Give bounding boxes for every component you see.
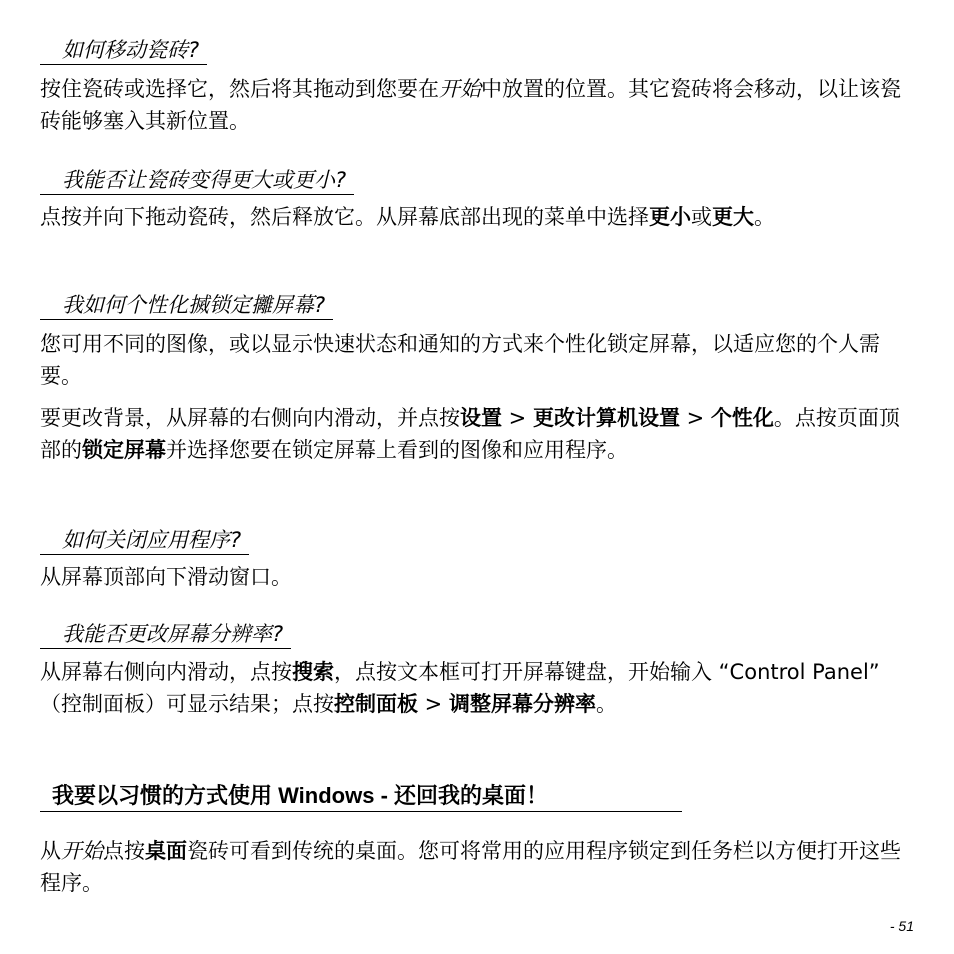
faq-answer-move-tile: 按住瓷砖或选择它，然后将其拖动到您要在开始中放置的位置。其它瓷砖将会移动，以让该瓷砖能够塞入其新位置。 bbox=[40, 77, 901, 133]
start-term: 开始 bbox=[439, 77, 481, 101]
faq-question-resize-tile: 我能否让瓷砖变得更大或更小? bbox=[40, 167, 354, 195]
change-pc-settings-term: 更改计算机设置 bbox=[532, 406, 680, 430]
page-number: - 51 bbox=[889, 918, 914, 934]
start-term: 开始 bbox=[61, 839, 103, 863]
faq-answer-screen-resolution: 从屏幕右侧向内滑动，点按搜索，点按文本框可打开屏幕键盘，开始输入 “Control Panel” （控制面板）可显示结果；点按控制面板 > 调整屏幕分辨率。 bbox=[40, 660, 880, 716]
desktop-term: 桌面 bbox=[145, 839, 187, 863]
smaller-term: 更小 bbox=[649, 205, 691, 229]
faq-question-personalize-lock-screen: 我如何个性化搣锁定攡屏幕? bbox=[40, 292, 333, 320]
adjust-resolution-term: 调整屏幕分辨率 bbox=[448, 692, 596, 716]
faq-question-move-tile: 如何移动瓷砖? bbox=[40, 37, 207, 65]
section-body-desktop: 从开始点按桌面瓷砖可看到传统的桌面。您可将常用的应用程序锁定到任务栏以方便打开这些程序。 bbox=[40, 839, 901, 895]
faq-question-close-app: 如何关闭应用程序? bbox=[40, 527, 249, 555]
larger-term: 更大 bbox=[712, 205, 754, 229]
control-panel-term: 控制面板 bbox=[334, 692, 418, 716]
lock-screen-term: 锁定屏幕 bbox=[82, 438, 166, 462]
personalize-term: 个性化 bbox=[710, 406, 774, 430]
faq-answer-personalize-lock-screen-2: 要更改背景，从屏幕的右侧向内滑动，并点按设置 > 更改计算机设置 > 个性化。点按页面顶部的锁定屏幕并选择您要在锁定屏幕上看到的图像和应用程序。 bbox=[40, 406, 900, 462]
faq-answer-resize-tile: 点按并向下拖动瓷砖，然后释放它。从屏幕底部出现的菜单中选择更小或更大。 bbox=[40, 205, 775, 229]
section-heading-desktop: 我要以习惯的方式使用 Windows - 还回我的桌面！ bbox=[40, 781, 682, 812]
faq-answer-close-app: 从屏幕顶部向下滑动窗口。 bbox=[40, 565, 292, 589]
faq-answer-personalize-lock-screen-1: 您可用不同的图像，或以显示快速状态和通知的方式来个性化锁定屏幕，以适应您的个人需要。 bbox=[40, 332, 880, 388]
faq-question-screen-resolution: 我能否更改屏幕分辨率? bbox=[40, 621, 291, 649]
settings-term: 设置 bbox=[460, 406, 502, 430]
search-term: 搜索 bbox=[292, 660, 334, 684]
